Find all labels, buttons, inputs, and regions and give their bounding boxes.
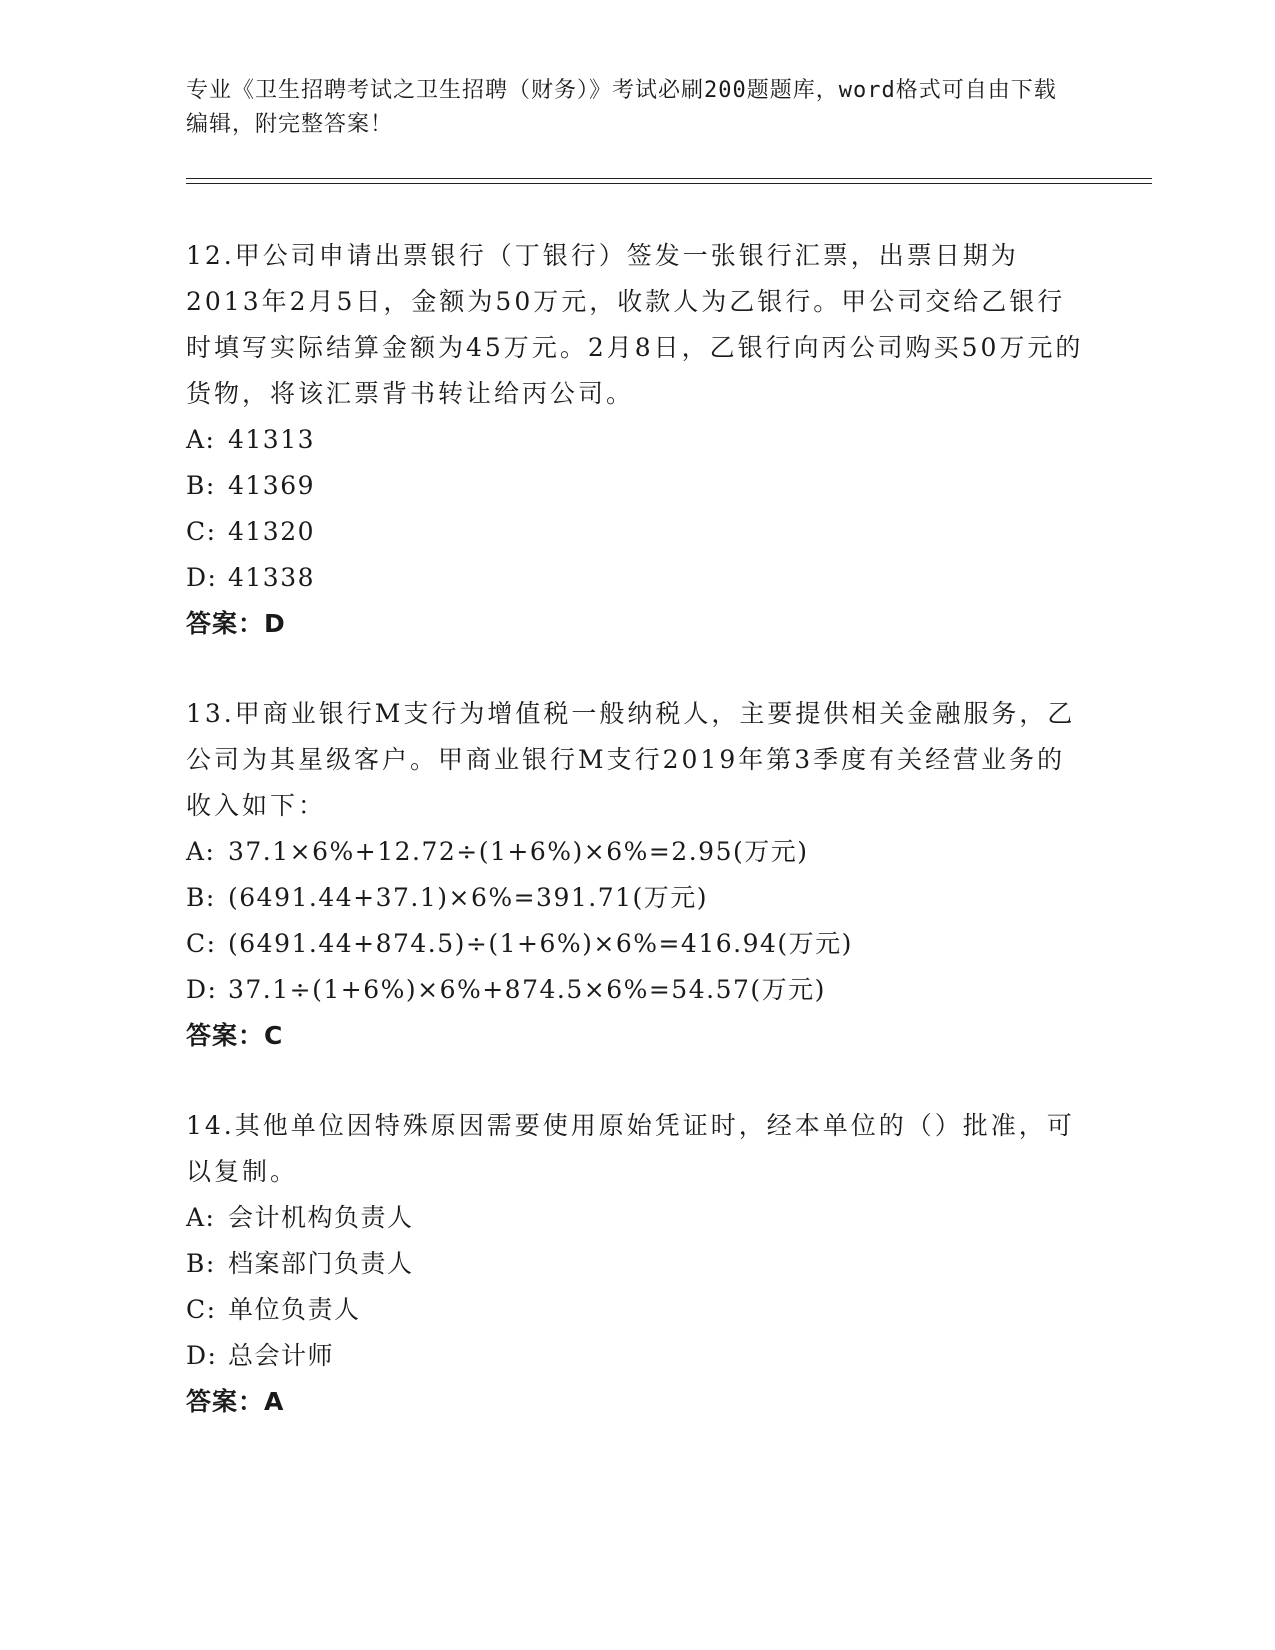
document-header: 专业《卫生招聘考试之卫生招聘（财务）》考试必刷200题题库，word格式可自由下载编辑，附完整答案！: [186, 78, 1057, 137]
option-text: 会计机构负责人: [228, 1203, 414, 1232]
header-divider-top: [186, 178, 1152, 179]
option-text: 37.1÷(1+6%)×6%+874.5×6%=54.57(万元): [228, 975, 826, 1004]
question-13: [186, 691, 1086, 1059]
option-text: 单位负责人: [228, 1295, 361, 1324]
option-text: 41313: [228, 425, 316, 454]
option-letter: A:: [186, 425, 216, 454]
option-c: [186, 509, 1086, 555]
option-letter: B:: [186, 471, 216, 500]
option-d: [186, 967, 1086, 1013]
answer-line: 答案：A: [186, 1387, 285, 1416]
option-c: [186, 921, 1086, 967]
option-letter: D:: [186, 1341, 218, 1370]
option-b: [186, 463, 1086, 509]
option-text: 41338: [228, 563, 316, 592]
option-letter: C:: [186, 929, 217, 958]
option-d: [186, 555, 1086, 601]
option-a: [186, 829, 1086, 875]
option-a: [186, 1195, 1086, 1241]
option-letter: C:: [186, 1295, 217, 1324]
answer-line: 答案：C: [186, 1021, 284, 1050]
option-letter: D:: [186, 975, 218, 1004]
question-12: [186, 233, 1086, 647]
option-letter: B:: [186, 883, 216, 912]
option-b: [186, 875, 1086, 921]
option-letter: D:: [186, 563, 218, 592]
answer-line: 答案：D: [186, 609, 286, 638]
option-b: [186, 1241, 1086, 1287]
option-text: 37.1×6%+12.72÷(1+6%)×6%=2.95(万元): [228, 837, 809, 866]
option-d: [186, 1333, 1086, 1379]
option-text: (6491.44+37.1)×6%=391.71(万元): [228, 883, 709, 912]
option-text: 总会计师: [228, 1341, 335, 1370]
option-text: 41320: [228, 517, 316, 546]
option-letter: C:: [186, 517, 217, 546]
option-text: 41369: [228, 471, 316, 500]
question-stem: 12.甲公司申请出票银行（丁银行）签发一张银行汇票，出票日期为2013年2月5日，金额为50万元，收款人为乙银行。甲公司交给乙银行时填写实际结算金额为45万元。2月8日，乙银行向丙公司购买50万元的货物，将该汇票背书转让给丙公司。: [186, 241, 1084, 408]
option-c: [186, 1287, 1086, 1333]
option-letter: A:: [186, 837, 216, 866]
question-stem: 13.甲商业银行M支行为增值税一般纳税人，主要提供相关金融服务，乙公司为其星级客户。甲商业银行M支行2019年第3季度有关经营业务的收入如下：: [186, 699, 1076, 820]
option-text: (6491.44+874.5)÷(1+6%)×6%=416.94(万元): [228, 929, 853, 958]
option-text: 档案部门负责人: [228, 1249, 414, 1278]
option-letter: A:: [186, 1203, 216, 1232]
header-divider-bottom: [186, 183, 1152, 184]
question-14: [186, 1103, 1086, 1425]
question-stem: 14.其他单位因特殊原因需要使用原始凭证时，经本单位的（）批准，可以复制。: [186, 1111, 1075, 1186]
option-a: [186, 417, 1086, 463]
option-letter: B:: [186, 1249, 216, 1278]
